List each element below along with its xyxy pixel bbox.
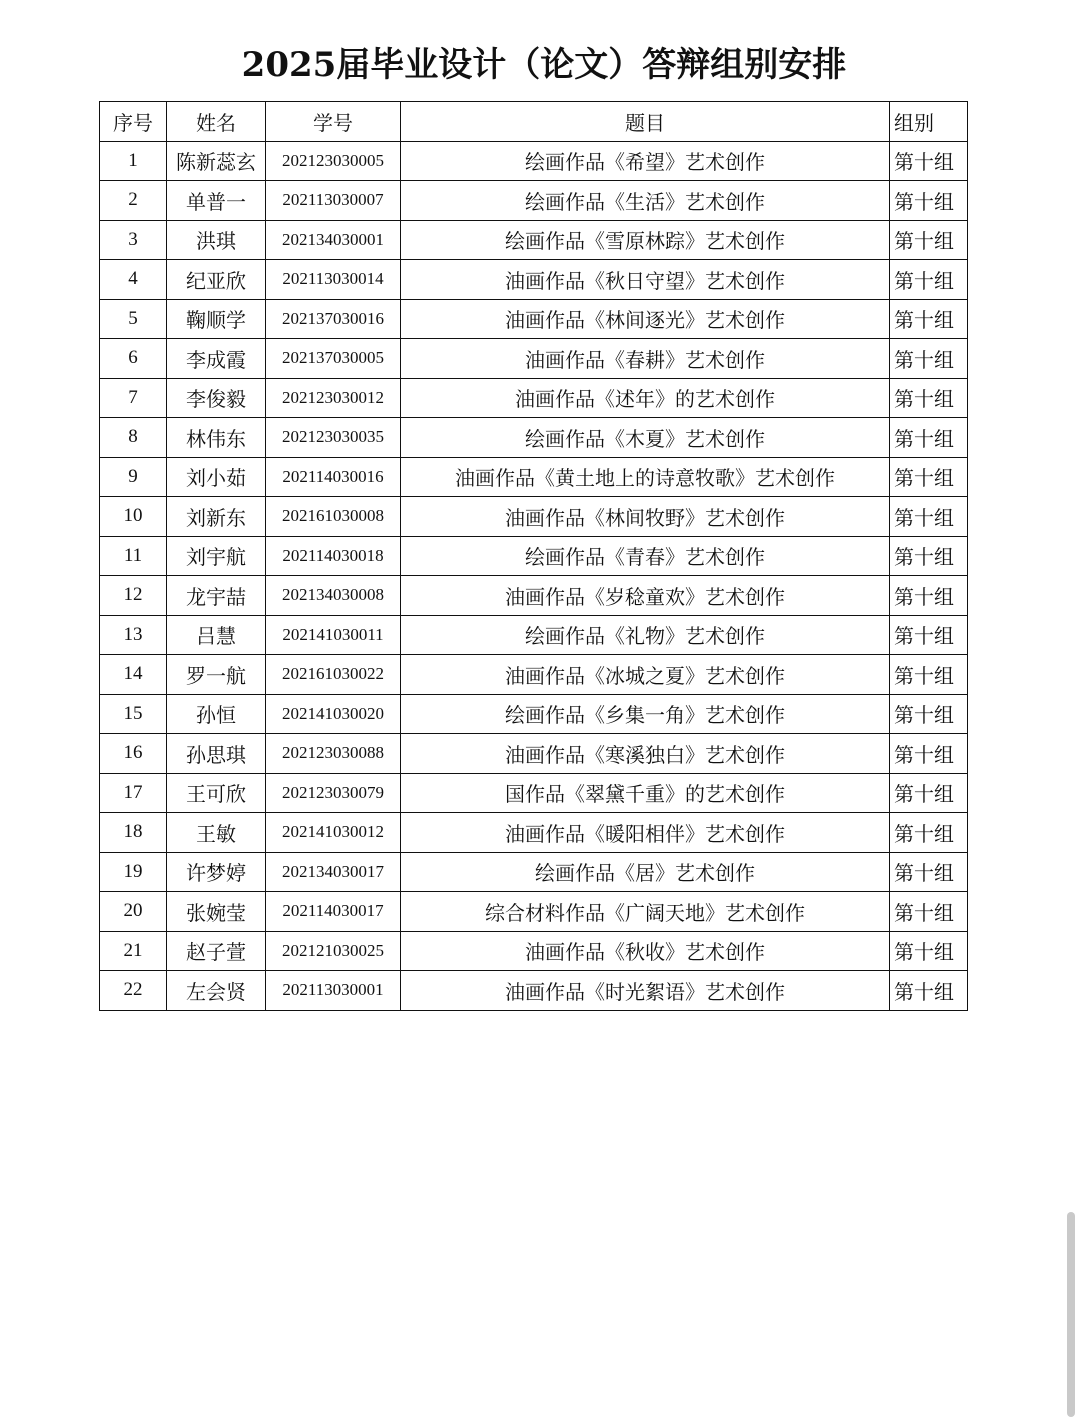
name-cell: 罗一航 <box>167 655 266 695</box>
topic-cell: 绘画作品《生活》艺术创作 <box>401 181 890 221</box>
seq-cell: 13 <box>100 615 167 655</box>
table-row <box>100 892 968 932</box>
group-cell: 第十组 <box>890 141 968 181</box>
name-cell: 许梦婷 <box>167 852 266 892</box>
seq-cell: 15 <box>100 694 167 734</box>
seq-cell: 2 <box>100 181 167 221</box>
topic-cell: 油画作品《秋日守望》艺术创作 <box>401 260 890 300</box>
defense-group-table <box>99 101 968 1011</box>
student-id-cell: 202161030022 <box>266 655 401 695</box>
student-id-cell: 202114030018 <box>266 536 401 576</box>
name-cell: 龙宇喆 <box>167 576 266 616</box>
student-id-cell: 202114030017 <box>266 892 401 932</box>
student-id-cell: 202134030008 <box>266 576 401 616</box>
table-row <box>100 852 968 892</box>
table-row <box>100 339 968 379</box>
name-cell: 纪亚欣 <box>167 260 266 300</box>
topic-cell: 国作品《翠黛千重》的艺术创作 <box>401 773 890 813</box>
name-cell: 赵子萱 <box>167 931 266 971</box>
table-body <box>100 141 968 1010</box>
student-id-cell: 202121030025 <box>266 931 401 971</box>
seq-cell: 16 <box>100 734 167 774</box>
table-row <box>100 181 968 221</box>
topic-cell: 油画作品《述年》的艺术创作 <box>401 378 890 418</box>
name-cell: 林伟东 <box>167 418 266 458</box>
name-cell: 李成霞 <box>167 339 266 379</box>
table-row <box>100 734 968 774</box>
group-cell: 第十组 <box>890 497 968 537</box>
table-row <box>100 813 968 853</box>
table-row <box>100 971 968 1011</box>
topic-cell: 绘画作品《青春》艺术创作 <box>401 536 890 576</box>
student-id-cell: 202123030035 <box>266 418 401 458</box>
group-cell: 第十组 <box>890 378 968 418</box>
seq-cell: 19 <box>100 852 167 892</box>
seq-cell: 20 <box>100 892 167 932</box>
student-id-cell: 202123030012 <box>266 378 401 418</box>
seq-cell: 6 <box>100 339 167 379</box>
topic-cell: 油画作品《岁稔童欢》艺术创作 <box>401 576 890 616</box>
name-cell: 刘新东 <box>167 497 266 537</box>
group-cell: 第十组 <box>890 457 968 497</box>
table-row <box>100 536 968 576</box>
table-header-row <box>100 102 968 142</box>
seq-cell: 7 <box>100 378 167 418</box>
seq-cell: 17 <box>100 773 167 813</box>
student-id-cell: 202114030016 <box>266 457 401 497</box>
topic-cell: 综合材料作品《广阔天地》艺术创作 <box>401 892 890 932</box>
topic-cell: 油画作品《春耕》艺术创作 <box>401 339 890 379</box>
topic-cell: 油画作品《林间逐光》艺术创作 <box>401 299 890 339</box>
student-id-cell: 202134030001 <box>266 220 401 260</box>
name-cell: 孙恒 <box>167 694 266 734</box>
topic-cell: 油画作品《暖阳相伴》艺术创作 <box>401 813 890 853</box>
group-cell: 第十组 <box>890 220 968 260</box>
name-cell: 刘宇航 <box>167 536 266 576</box>
name-cell: 洪琪 <box>167 220 266 260</box>
student-id-cell: 202141030020 <box>266 694 401 734</box>
topic-cell: 油画作品《冰城之夏》艺术创作 <box>401 655 890 695</box>
group-cell: 第十组 <box>890 339 968 379</box>
group-cell: 第十组 <box>890 299 968 339</box>
topic-cell: 绘画作品《乡集一角》艺术创作 <box>401 694 890 734</box>
seq-cell: 21 <box>100 931 167 971</box>
seq-cell: 9 <box>100 457 167 497</box>
topic-cell: 油画作品《时光絮语》艺术创作 <box>401 971 890 1011</box>
table-row <box>100 260 968 300</box>
name-cell: 张婉莹 <box>167 892 266 932</box>
name-cell: 刘小茹 <box>167 457 266 497</box>
name-cell: 陈新蕊玄 <box>167 141 266 181</box>
group-cell: 第十组 <box>890 892 968 932</box>
seq-cell: 12 <box>100 576 167 616</box>
seq-cell: 14 <box>100 655 167 695</box>
student-id-cell: 202123030088 <box>266 734 401 774</box>
name-cell: 单普一 <box>167 181 266 221</box>
group-cell: 第十组 <box>890 813 968 853</box>
seq-cell: 3 <box>100 220 167 260</box>
seq-cell: 18 <box>100 813 167 853</box>
table-row <box>100 457 968 497</box>
student-id-cell: 202161030008 <box>266 497 401 537</box>
group-cell: 第十组 <box>890 536 968 576</box>
group-cell: 第十组 <box>890 694 968 734</box>
seq-cell: 22 <box>100 971 167 1011</box>
group-cell: 第十组 <box>890 181 968 221</box>
student-id-cell: 202113030014 <box>266 260 401 300</box>
table-row <box>100 615 968 655</box>
group-cell: 第十组 <box>890 852 968 892</box>
student-id-cell: 202134030017 <box>266 852 401 892</box>
group-cell: 第十组 <box>890 655 968 695</box>
topic-cell: 绘画作品《居》艺术创作 <box>401 852 890 892</box>
table-row <box>100 378 968 418</box>
topic-cell: 绘画作品《礼物》艺术创作 <box>401 615 890 655</box>
table-row <box>100 418 968 458</box>
seq-cell: 4 <box>100 260 167 300</box>
group-cell: 第十组 <box>890 931 968 971</box>
topic-cell: 油画作品《秋收》艺术创作 <box>401 931 890 971</box>
column-header-group: 组别 <box>890 102 968 142</box>
table-row <box>100 655 968 695</box>
group-cell: 第十组 <box>890 615 968 655</box>
table-row <box>100 576 968 616</box>
name-cell: 孙思琪 <box>167 734 266 774</box>
table-row <box>100 299 968 339</box>
student-id-cell: 202141030011 <box>266 615 401 655</box>
name-cell: 李俊毅 <box>167 378 266 418</box>
group-cell: 第十组 <box>890 773 968 813</box>
student-id-cell: 202123030005 <box>266 141 401 181</box>
seq-cell: 8 <box>100 418 167 458</box>
group-cell: 第十组 <box>890 260 968 300</box>
vertical-scrollbar[interactable] <box>1067 1212 1075 1417</box>
seq-cell: 1 <box>100 141 167 181</box>
table-row <box>100 497 968 537</box>
name-cell: 王敏 <box>167 813 266 853</box>
table-row <box>100 141 968 181</box>
seq-cell: 11 <box>100 536 167 576</box>
student-id-cell: 202137030016 <box>266 299 401 339</box>
student-id-cell: 202113030001 <box>266 971 401 1011</box>
column-header-seq: 序号 <box>100 102 167 142</box>
topic-cell: 油画作品《寒溪独白》艺术创作 <box>401 734 890 774</box>
page-title: 2025届毕业设计（论文）答辩组别安排 <box>241 45 847 85</box>
table-row <box>100 220 968 260</box>
name-cell: 左会贤 <box>167 971 266 1011</box>
name-cell: 鞠顺学 <box>167 299 266 339</box>
table-row <box>100 773 968 813</box>
column-header-name: 姓名 <box>167 102 266 142</box>
topic-cell: 绘画作品《雪原林踪》艺术创作 <box>401 220 890 260</box>
topic-cell: 绘画作品《希望》艺术创作 <box>401 141 890 181</box>
group-cell: 第十组 <box>890 418 968 458</box>
student-id-cell: 202141030012 <box>266 813 401 853</box>
student-id-cell: 202113030007 <box>266 181 401 221</box>
group-cell: 第十组 <box>890 576 968 616</box>
column-header-student-id: 学号 <box>266 102 401 142</box>
topic-cell: 油画作品《林间牧野》艺术创作 <box>401 497 890 537</box>
student-id-cell: 202137030005 <box>266 339 401 379</box>
topic-cell: 绘画作品《木夏》艺术创作 <box>401 418 890 458</box>
group-cell: 第十组 <box>890 734 968 774</box>
column-header-topic: 题目 <box>401 102 890 142</box>
group-cell: 第十组 <box>890 971 968 1011</box>
seq-cell: 5 <box>100 299 167 339</box>
table-row <box>100 931 968 971</box>
name-cell: 吕慧 <box>167 615 266 655</box>
seq-cell: 10 <box>100 497 167 537</box>
table-row <box>100 694 968 734</box>
topic-cell: 油画作品《黄土地上的诗意牧歌》艺术创作 <box>401 457 890 497</box>
student-id-cell: 202123030079 <box>266 773 401 813</box>
name-cell: 王可欣 <box>167 773 266 813</box>
